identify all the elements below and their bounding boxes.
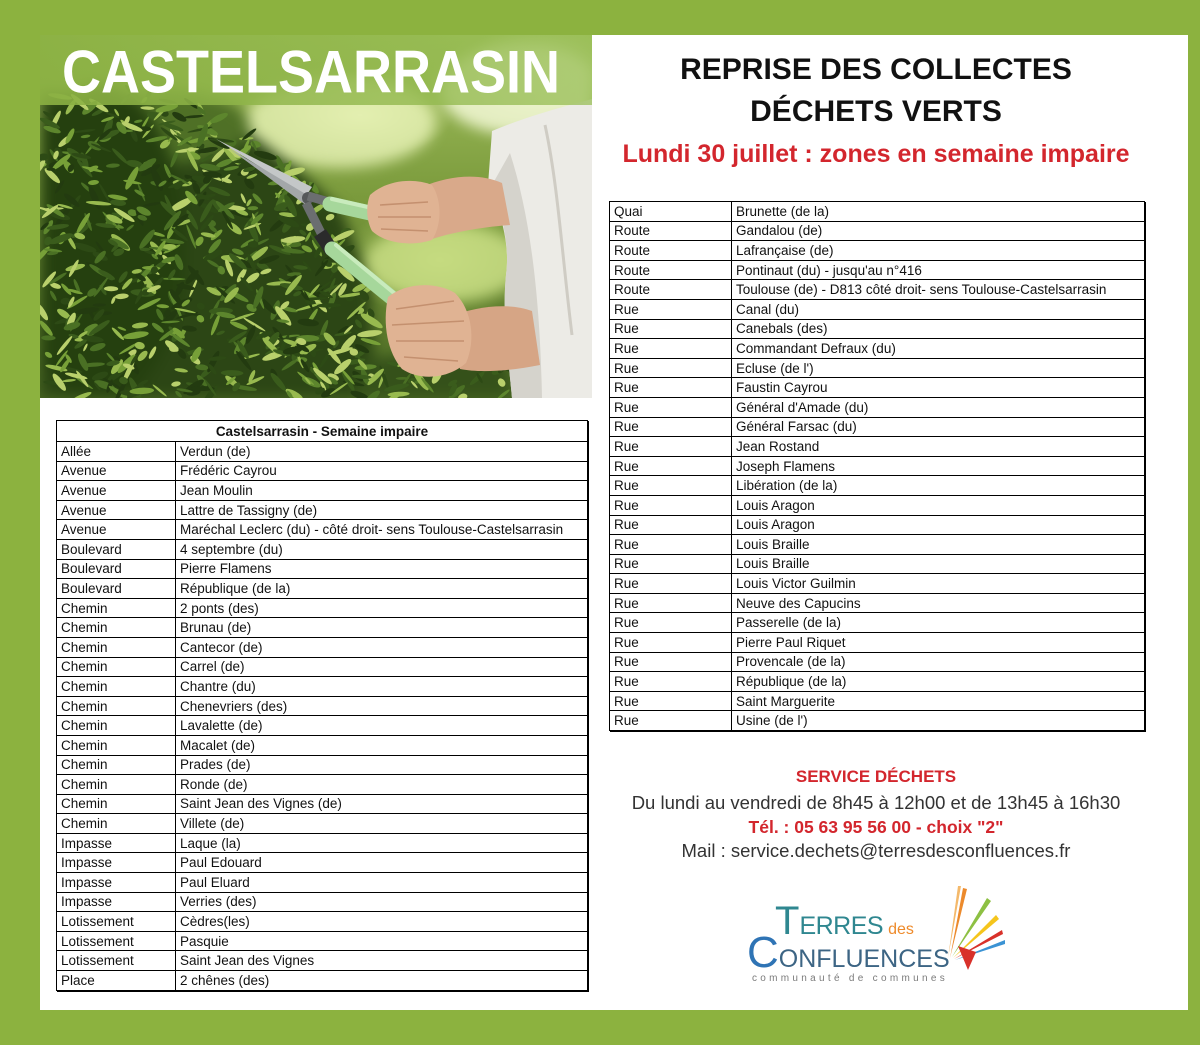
table-row	[57, 716, 588, 736]
table-row	[610, 535, 1145, 555]
table-row	[610, 495, 1145, 515]
street-name-cell: Pierre Paul Riquet	[732, 633, 1145, 653]
street-type-cell: Chemin	[57, 814, 176, 834]
hedge-sprig	[496, 388, 510, 398]
street-type-cell: Chemin	[57, 696, 176, 716]
table-row	[610, 221, 1145, 241]
hedge-sprig	[191, 181, 202, 196]
hedge-sprig	[140, 106, 154, 110]
street-name-cell: Paul Edouard	[176, 853, 588, 873]
hedge-sprig	[76, 352, 90, 372]
street-type-cell: Chemin	[57, 716, 176, 736]
street-type-cell: Rue	[610, 672, 732, 692]
table-row	[57, 461, 588, 481]
street-name-cell: République (de la)	[176, 579, 588, 599]
street-name-cell: Villete (de)	[176, 814, 588, 834]
table-row	[57, 657, 588, 677]
street-name-cell: Brunette (de la)	[732, 202, 1145, 222]
table-row	[610, 633, 1145, 653]
street-type-cell: Avenue	[57, 500, 176, 520]
table-row	[610, 319, 1145, 339]
hedge-sprig	[88, 179, 100, 185]
table-row	[610, 554, 1145, 574]
street-type-cell: Route	[610, 221, 732, 241]
street-name-cell: Maréchal Leclerc (du) - côté droit- sens Toulouse-Castelsarrasin	[176, 520, 588, 540]
street-type-cell: Boulevard	[57, 579, 176, 599]
hedge-sprig	[173, 253, 185, 271]
street-name-cell: Gandalou (de)	[732, 221, 1145, 241]
hedge-sprig	[354, 318, 364, 329]
street-name-cell: Louis Aragon	[732, 495, 1145, 515]
table-row	[57, 481, 588, 501]
table-row	[610, 613, 1145, 633]
table-row	[57, 912, 588, 932]
gardener-hand	[386, 285, 472, 377]
street-type-cell: Rue	[610, 711, 732, 731]
street-name-cell: Saint Jean des Vignes (de)	[176, 794, 588, 814]
street-name-cell: Faustin Cayrou	[732, 378, 1145, 398]
street-name-cell: 2 chênes (des)	[176, 971, 588, 991]
street-name-cell: Lafrançaise (de)	[732, 241, 1145, 261]
table-row	[610, 280, 1145, 300]
street-name-cell: Louis Victor Guilmin	[732, 574, 1145, 594]
hedge-sprig	[151, 321, 166, 334]
table-row	[610, 358, 1145, 378]
street-name-cell: Saint Marguerite	[732, 691, 1145, 711]
hedge-sprig	[240, 193, 247, 204]
hedge-sprig	[106, 163, 120, 168]
street-name-cell: Général Farsac (du)	[732, 417, 1145, 437]
table-row	[610, 711, 1145, 731]
street-type-cell: Allée	[57, 442, 176, 462]
street-name-cell: Joseph Flamens	[732, 456, 1145, 476]
hedge-sprig	[174, 367, 188, 373]
street-name-cell: Laque (la)	[176, 833, 588, 853]
street-type-cell: Rue	[610, 397, 732, 417]
hedge-sprig	[297, 318, 319, 327]
table-row	[57, 775, 588, 795]
hedge-sprig	[143, 201, 161, 207]
page-title-line2: DÉCHETS VERTS	[750, 94, 1002, 128]
table-row	[57, 696, 588, 716]
street-type-cell: Rue	[610, 339, 732, 359]
service-phone[interactable]: Tél. : 05 63 95 56 00 - choix "2"	[748, 817, 1004, 837]
hedge-sprig	[196, 301, 206, 311]
street-type-cell: Impasse	[57, 853, 176, 873]
hedge-sprig	[184, 114, 204, 119]
table-row	[57, 598, 588, 618]
table-row	[610, 339, 1145, 359]
street-type-cell: Chemin	[57, 735, 176, 755]
street-name-cell: Provencale (de la)	[732, 652, 1145, 672]
hedge-sprig	[111, 147, 129, 165]
hedge-sprig	[64, 127, 76, 144]
street-type-cell: Impasse	[57, 873, 176, 893]
hedge-sprig	[169, 146, 181, 168]
hedge-sprig	[134, 341, 145, 350]
table-row	[610, 691, 1145, 711]
service-title: SERVICE DÉCHETS	[795, 767, 957, 786]
logo-terres-rest: ERRES	[799, 912, 884, 940]
hedge-sprig	[104, 286, 118, 291]
table-row	[610, 397, 1145, 417]
logo-tagline: communauté de communes	[752, 972, 948, 984]
street-type-cell: Rue	[610, 299, 732, 319]
street-name-cell: Chenevriers (des)	[176, 696, 588, 716]
street-type-cell: Rue	[610, 437, 732, 457]
street-type-cell: Rue	[610, 319, 732, 339]
street-type-cell: Rue	[610, 554, 732, 574]
hedge-sprig	[86, 185, 102, 211]
street-name-cell: Brunau (de)	[176, 618, 588, 638]
street-type-cell: Rue	[610, 495, 732, 515]
street-name-cell: Canal (du)	[732, 299, 1145, 319]
garden-photo	[40, 35, 592, 398]
street-name-cell: Pasquie	[176, 931, 588, 951]
town-title: CASTELSARRASIN	[62, 38, 561, 106]
table-row	[57, 971, 588, 991]
street-name-cell: Verries (des)	[176, 892, 588, 912]
street-name-cell: Paul Eluard	[176, 873, 588, 893]
street-name-cell: Canebals (des)	[732, 319, 1145, 339]
table-row	[610, 476, 1145, 496]
street-type-cell: Rue	[610, 574, 732, 594]
street-name-cell: Neuve des Capucins	[732, 593, 1145, 613]
street-type-cell: Rue	[610, 358, 732, 378]
table-row	[57, 579, 588, 599]
hedge-sprig	[70, 390, 92, 398]
street-type-cell: Lotissement	[57, 931, 176, 951]
hedge-sprig	[171, 381, 181, 388]
street-type-cell: Boulevard	[57, 539, 176, 559]
hedge-sprig	[251, 192, 264, 205]
table-row	[57, 892, 588, 912]
street-type-cell: Route	[610, 280, 732, 300]
table-row	[57, 539, 588, 559]
street-type-cell: Route	[610, 241, 732, 261]
street-name-cell: Lattre de Tassigny (de)	[176, 500, 588, 520]
table-row	[610, 456, 1145, 476]
street-type-cell: Rue	[610, 633, 732, 653]
logo-confluences-rest: ONFLUENCES	[778, 945, 950, 973]
street-name-cell: Toulouse (de) - D813 côté droit- sens Toulouse-Castelsarrasin	[732, 280, 1145, 300]
logo-confluences-initial: C	[747, 928, 779, 977]
table-row	[57, 677, 588, 697]
street-name-cell: Lavalette (de)	[176, 716, 588, 736]
street-type-cell: Rue	[610, 691, 732, 711]
table-row	[57, 794, 588, 814]
street-type-cell: Chemin	[57, 598, 176, 618]
table-row	[57, 873, 588, 893]
table-caption: Castelsarrasin - Semaine impaire	[57, 421, 588, 442]
hedge-sprig	[89, 341, 107, 353]
street-type-cell: Chemin	[57, 657, 176, 677]
street-name-cell: Ronde (de)	[176, 775, 588, 795]
street-name-cell: Saint Jean des Vignes	[176, 951, 588, 971]
hedge-sprig	[123, 165, 141, 191]
street-type-cell: Rue	[610, 593, 732, 613]
street-name-cell: République (de la)	[732, 672, 1145, 692]
hedge-sprig	[55, 335, 73, 356]
table-row	[610, 515, 1145, 535]
hedge-sprig	[62, 379, 76, 383]
street-name-cell: Louis Braille	[732, 535, 1145, 555]
street-type-cell: Lotissement	[57, 951, 176, 971]
hedge-sprig	[40, 319, 55, 337]
street-name-cell: Jean Rostand	[732, 437, 1145, 457]
hedge-sprig	[147, 346, 157, 360]
street-type-cell: Chemin	[57, 637, 176, 657]
hedge-sprig	[216, 330, 226, 336]
table-row	[610, 437, 1145, 457]
hedge-sprig	[93, 303, 106, 306]
logo-terres-initial: T	[775, 899, 800, 943]
street-type-cell: Chemin	[57, 775, 176, 795]
street-name-cell: Cèdres(les)	[176, 912, 588, 932]
table-row	[610, 202, 1145, 222]
hedge-sprig	[47, 168, 56, 171]
collection-date-subtitle: Lundi 30 juillet : zones en semaine impaire	[622, 140, 1130, 169]
hedge-sprig	[387, 391, 409, 397]
street-name-cell: Pontinaut (du) - jusqu'au n°416	[732, 260, 1145, 280]
table-row	[57, 559, 588, 579]
gardener-upper-arm	[367, 177, 510, 244]
street-type-cell: Place	[57, 971, 176, 991]
street-type-cell: Chemin	[57, 794, 176, 814]
street-type-cell: Impasse	[57, 833, 176, 853]
street-name-cell: 4 septembre (du)	[176, 539, 588, 559]
hedge-sprig	[98, 183, 111, 203]
table-row	[610, 260, 1145, 280]
street-name-cell: Carrel (de)	[176, 657, 588, 677]
table-row	[610, 378, 1145, 398]
street-type-cell: Quai	[610, 202, 732, 222]
street-type-cell: Lotissement	[57, 912, 176, 932]
table-row	[610, 241, 1145, 261]
hedge-sprig	[40, 302, 50, 322]
street-type-cell: Rue	[610, 417, 732, 437]
street-name-cell: Général d'Amade (du)	[732, 397, 1145, 417]
table-row	[57, 735, 588, 755]
hedge-sprig	[269, 371, 288, 392]
left-table-body	[57, 421, 588, 991]
logo-fan-icon	[930, 880, 1010, 975]
street-type-cell: Avenue	[57, 461, 176, 481]
right-table-body	[610, 202, 1145, 731]
logo-connector: des	[888, 921, 914, 938]
hedge-sprig	[80, 134, 90, 139]
hedge-sprig	[134, 119, 143, 124]
hedge-sprig	[149, 167, 165, 193]
street-type-cell: Rue	[610, 378, 732, 398]
table-row	[610, 672, 1145, 692]
hedge-sprig	[132, 322, 149, 330]
right-street-table	[609, 201, 1145, 731]
hedge-sprig	[115, 293, 129, 300]
hedge-sprig	[221, 370, 244, 376]
street-type-cell: Avenue	[57, 481, 176, 501]
street-name-cell: Frédéric Cayrou	[176, 461, 588, 481]
street-type-cell: Chemin	[57, 755, 176, 775]
hedge-sprig	[229, 320, 248, 332]
table-row	[610, 593, 1145, 613]
table-row	[57, 618, 588, 638]
street-type-cell: Avenue	[57, 520, 176, 540]
street-name-cell: Chantre (du)	[176, 677, 588, 697]
service-hours: Du lundi au vendredi de 8h45 à 12h00 et de 13h45 à 16h30	[631, 791, 1121, 813]
hedge-sprig	[209, 111, 229, 125]
service-mail[interactable]: Mail : service.dechets@terresdesconfluences.fr	[681, 840, 1071, 861]
street-name-cell: Passerelle (de la)	[732, 613, 1145, 633]
street-type-cell: Chemin	[57, 677, 176, 697]
table-row	[57, 520, 588, 540]
hedge-sprig	[155, 308, 165, 322]
street-name-cell: Ecluse (de l')	[732, 358, 1145, 378]
hedge-sprig	[223, 165, 239, 172]
hedge-sprig	[117, 326, 127, 332]
street-type-cell: Rue	[610, 613, 732, 633]
street-name-cell: Prades (de)	[176, 755, 588, 775]
hedge-sprig	[40, 153, 49, 161]
table-row	[57, 931, 588, 951]
hedge-sprig	[496, 377, 507, 388]
street-name-cell: Commandant Defraux (du)	[732, 339, 1145, 359]
street-name-cell: Libération (de la)	[732, 476, 1145, 496]
street-name-cell: Louis Braille	[732, 554, 1145, 574]
table-row	[610, 299, 1145, 319]
table-row	[57, 853, 588, 873]
hedge-sprig	[206, 259, 220, 269]
left-street-table	[56, 420, 588, 991]
hedge-sprig	[73, 128, 95, 133]
table-caption-row	[57, 421, 588, 442]
hedge-sprig	[156, 304, 169, 309]
street-type-cell: Rue	[610, 476, 732, 496]
street-type-cell: Rue	[610, 652, 732, 672]
street-type-cell: Rue	[610, 535, 732, 555]
table-row	[57, 755, 588, 775]
hedge-sprig	[162, 277, 186, 280]
table-row	[610, 652, 1145, 672]
hedge-sprig	[136, 349, 149, 363]
street-name-cell: Louis Aragon	[732, 515, 1145, 535]
hedge-sprig	[40, 245, 51, 266]
street-type-cell: Impasse	[57, 892, 176, 912]
hedge-sprig	[152, 384, 168, 398]
hedge-sprig	[247, 206, 258, 210]
hedge-sprig	[298, 229, 307, 237]
page-title-line1: REPRISE DES COLLECTES	[680, 52, 1072, 86]
table-row	[610, 574, 1145, 594]
street-type-cell: Rue	[610, 456, 732, 476]
street-name-cell: Usine (de l')	[732, 711, 1145, 731]
table-row	[610, 417, 1145, 437]
table-row	[57, 814, 588, 834]
hedge-sprig	[126, 224, 135, 232]
hedge-sprig	[245, 198, 252, 207]
street-name-cell: Verdun (de)	[176, 442, 588, 462]
hedge-sprig	[44, 351, 53, 360]
street-name-cell: 2 ponts (des)	[176, 598, 588, 618]
street-name-cell: Jean Moulin	[176, 481, 588, 501]
table-row	[57, 500, 588, 520]
table-row	[57, 833, 588, 853]
street-name-cell: Pierre Flamens	[176, 559, 588, 579]
street-name-cell: Macalet (de)	[176, 735, 588, 755]
street-type-cell: Boulevard	[57, 559, 176, 579]
table-row	[57, 951, 588, 971]
gardener-hand	[367, 181, 439, 244]
table-row	[57, 442, 588, 462]
street-type-cell: Route	[610, 260, 732, 280]
hedge-sprig	[468, 370, 486, 387]
street-type-cell: Rue	[610, 515, 732, 535]
table-row	[57, 637, 588, 657]
hedge-sprig	[41, 335, 55, 340]
street-name-cell: Cantecor (de)	[176, 637, 588, 657]
hedge-sprig	[49, 290, 58, 302]
street-type-cell: Chemin	[57, 618, 176, 638]
